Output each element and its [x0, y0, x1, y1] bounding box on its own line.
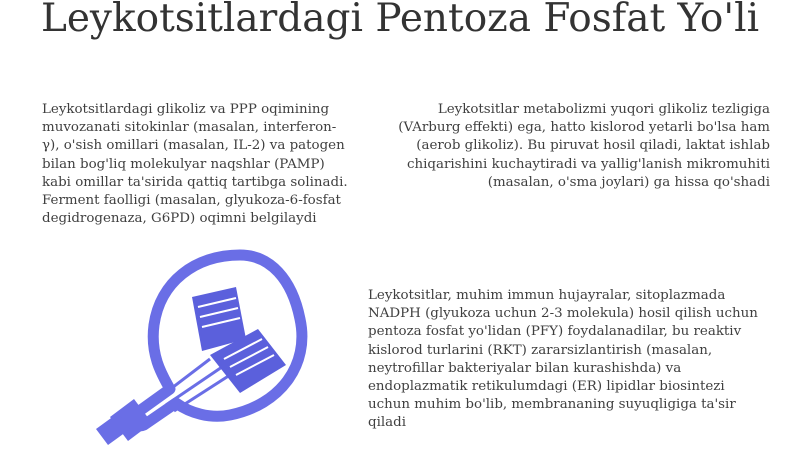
lightbulb-book-icon [90, 247, 340, 447]
paragraph-right: Leykotsitlar metabolizmi yuqori glikoliz tezligiga (VArburg effekti) ega, hatto kislorod yetarli bo'lsa ham (aerob glikoliz). Bu piruvat hosil qiladi, laktat ishlab chiqarishini kuchaytiradi va yallig'lanish mikromuhiti (masalan, o'sma joylari) ga hissa qo'shadi [398, 102, 770, 190]
paragraph-left: Leykotsitlardagi glikoliz va PPP oqimining muvozanati sitokinlar (masalan, interferon-γ), o'sish omillari (masalan, IL-2) va patogen bilan bog'liq molekulyar naqshlar (PAMP) kabi omillar ta'sirida qattiq tartibga solinadi. Ferment faolligi (masalan, glyukoza-6-fosfat degidrogenaza, G6PD) oqimni belgilaydi [42, 102, 348, 227]
page-title: Leykotsitlardagi Pentoza Fosfat Yo'li [40, 0, 760, 41]
paragraph-bottom: Leykotsitlar, muhim immun hujayralar, sitoplazmada NADPH (glyukoza uchun 2-3 molekula) hosil qilish uchun pentoza fosfat yo'lidan (PFY) foydalanadilar, bu reaktiv kislorod turlarini (RKT) zararsizlantirish (masalan, neytrofillar bakteriyalar bilan kurashishda) va endoplazmatik retikulumdagi (ER) lipidlar biosintezi uchun muhim bo'lib, membrananing suyuqligiga ta'sir qiladi [368, 288, 758, 431]
